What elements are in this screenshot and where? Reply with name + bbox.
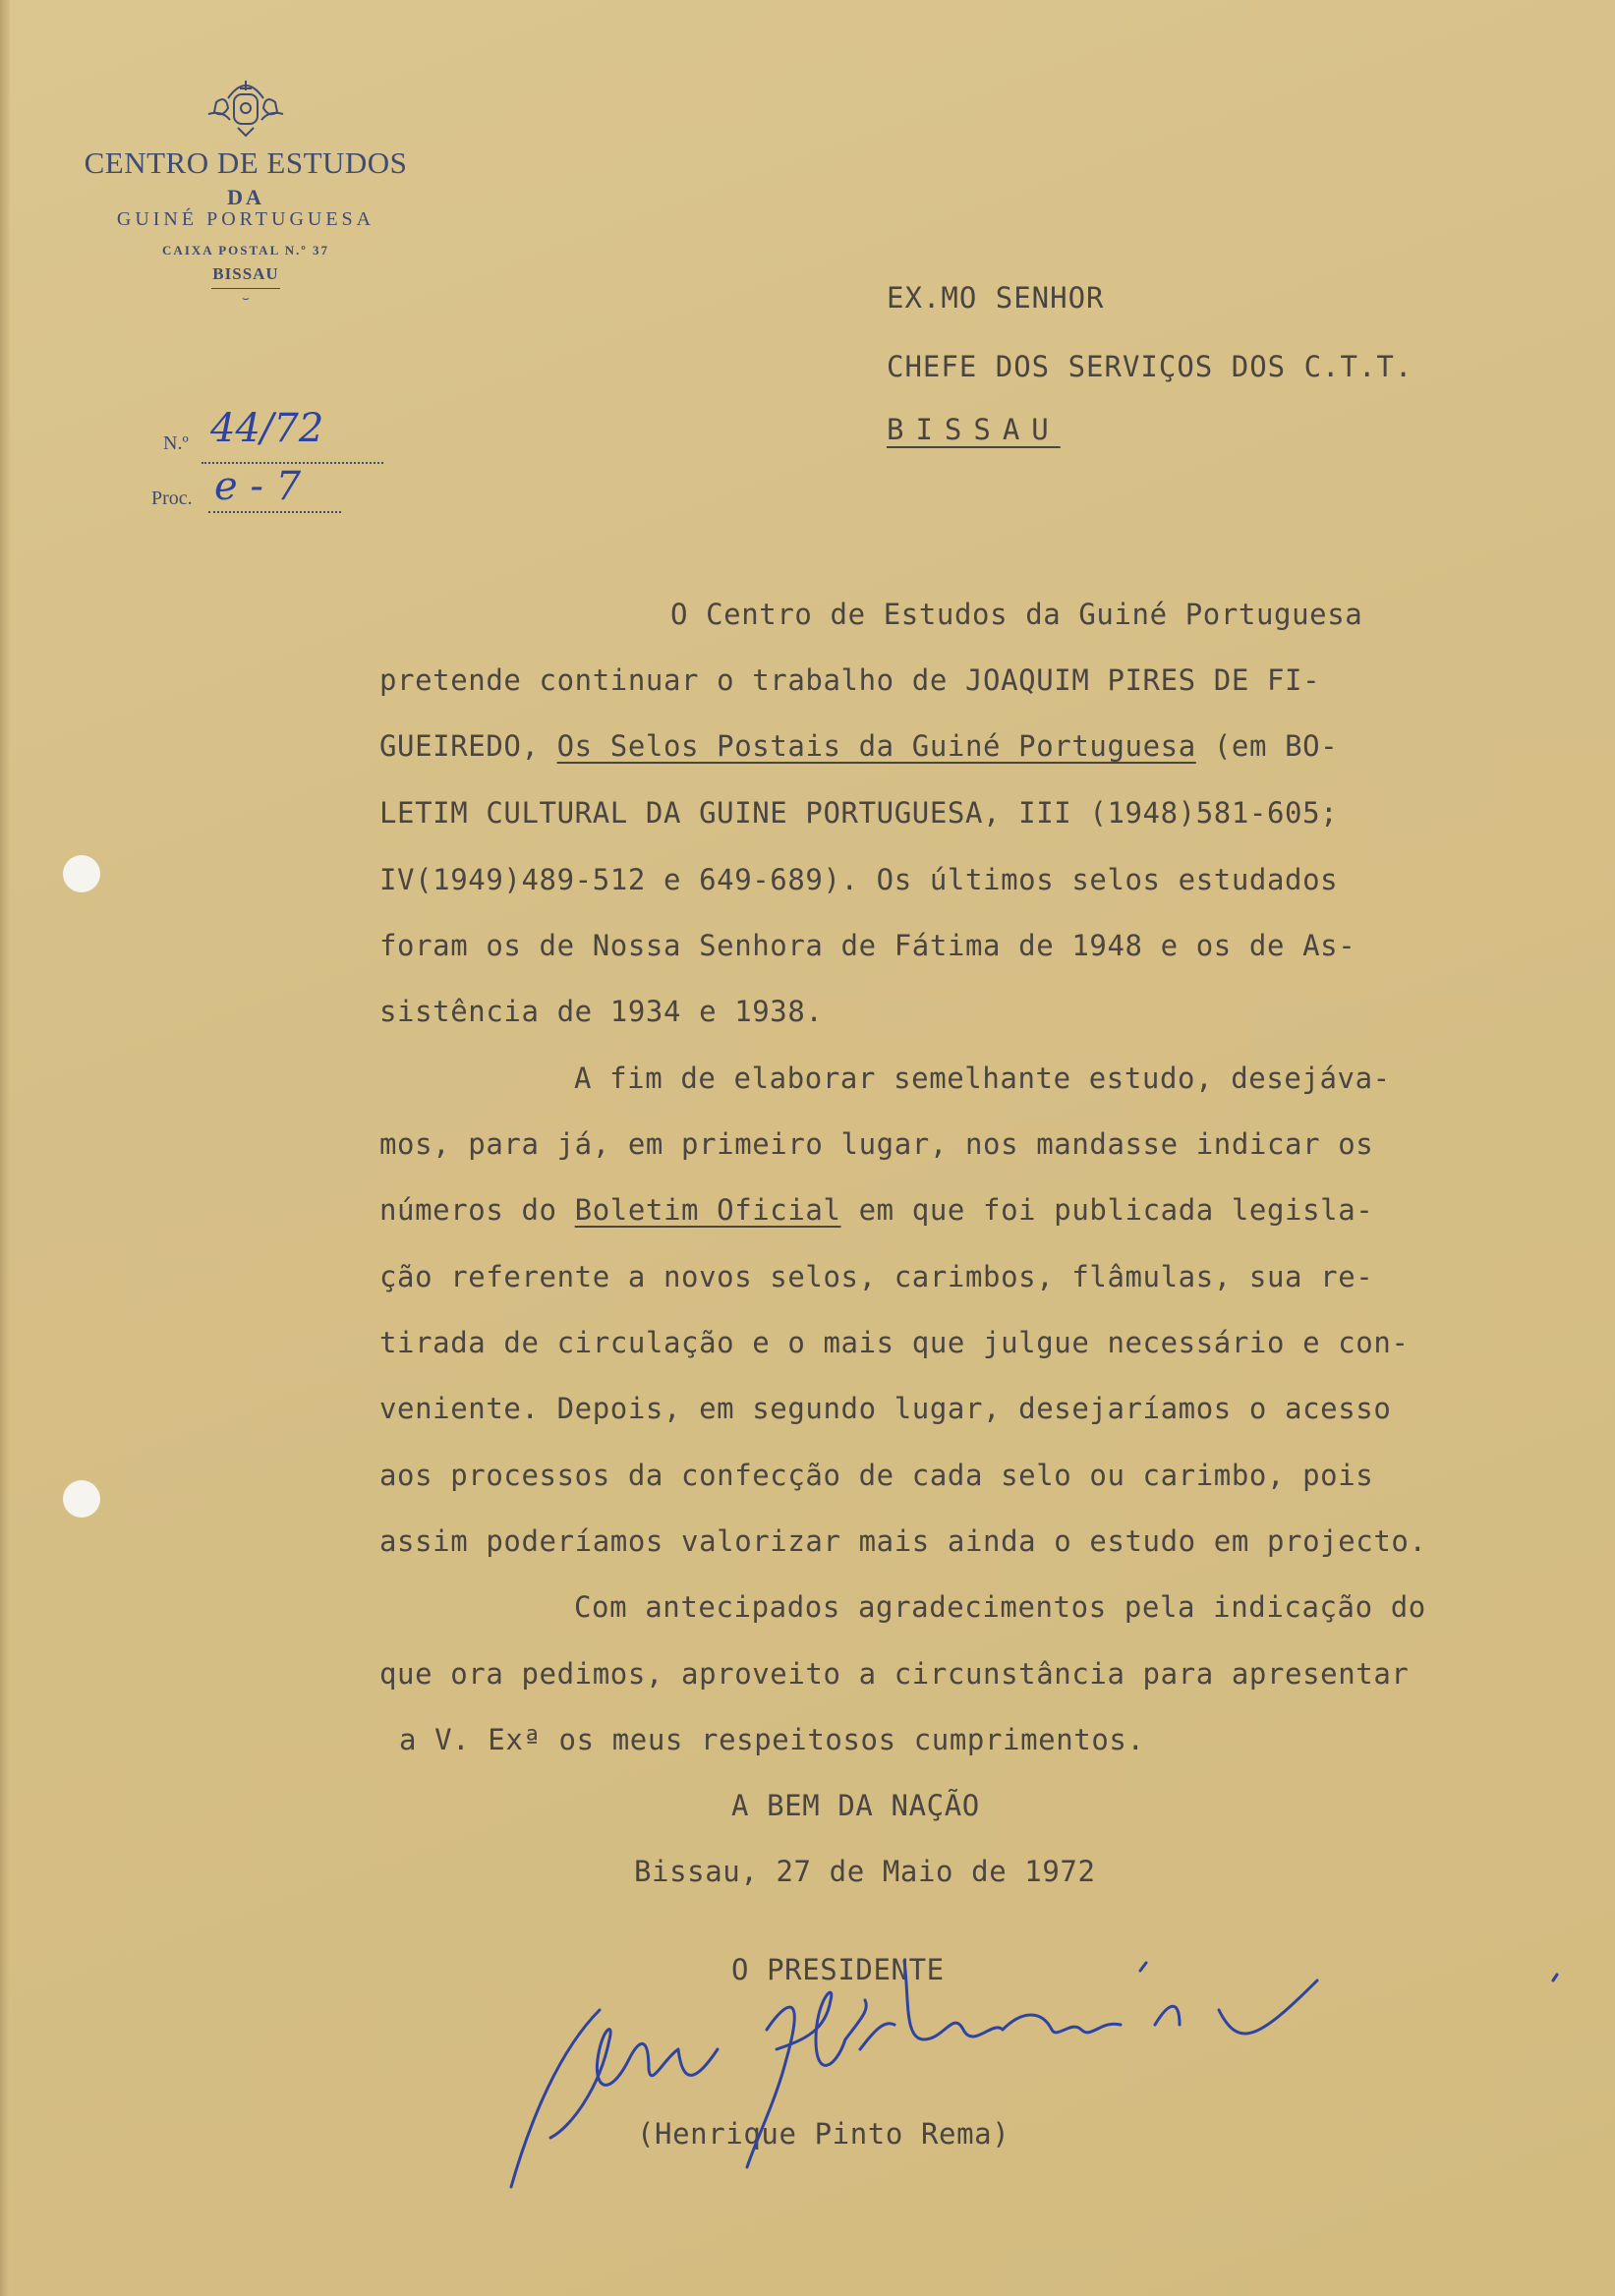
cited-publication-title: Boletim Oficial: [574, 1193, 841, 1227]
body-text: GUEIREDO,: [379, 729, 557, 763]
body-text: (em BO-: [1195, 729, 1339, 763]
punch-hole-bottom: [63, 1480, 100, 1518]
body-line: tirada de circulação e o mais que julgue necessário e con-: [379, 1326, 1410, 1359]
body-line: pretende continuar o trabalho de JOAQUIM PIRES DE FI-: [379, 663, 1321, 697]
body-line: O Centro de Estudos da Guiné Portuguesa: [670, 598, 1363, 631]
letterhead-city: BISSAU: [212, 264, 279, 283]
letterhead-rule: [211, 288, 280, 289]
body-line: LETIM CULTURAL DA GUINE PORTUGUESA, III (1948)581-605;: [379, 796, 1339, 830]
letterhead: [59, 69, 433, 306]
reference-number-label: N.º: [163, 432, 189, 454]
reference-proc-value: e - 7: [214, 464, 302, 509]
body-line: que ora pedimos, aproveito a circunstância para apresentar: [379, 1657, 1410, 1691]
paper-edge: [0, 0, 10, 2296]
letterhead-subtitle: GUINÉ PORTUGUESA: [116, 208, 375, 230]
handwritten-signature: [491, 1941, 1573, 2216]
reference-proc-dotline: [208, 511, 341, 513]
signatory-name: (Henrique Pinto Rema): [637, 2117, 1010, 2151]
addressee-salutation: EX.MO SENHOR: [887, 281, 1105, 315]
body-line: aos processos da confecção de cada selo ou carimbo, pois: [379, 1459, 1374, 1492]
body-line: IV(1949)489-512 e 649-689). Os últimos selos estudados: [379, 863, 1339, 896]
closing-motto: A BEM DA NAÇÃO: [731, 1789, 980, 1822]
body-line: a V. Exª os meus respeitosos cumprimentos.: [399, 1723, 1145, 1756]
cited-work-title: Os Selos Postais da Guiné Portuguesa: [556, 729, 1196, 763]
letterhead-postbox: CAIXA POSTAL N.º 37: [162, 243, 329, 258]
body-text: números do: [379, 1193, 575, 1227]
addressee-title: CHEFE DOS SERVIÇOS DOS C.T.T.: [887, 350, 1413, 383]
body-line: Com antecipados agradecimentos pela indicação do: [574, 1590, 1426, 1624]
letterhead-mark: ⌣: [242, 291, 250, 305]
signatory-title: O PRESIDENTE: [731, 1953, 945, 1986]
punch-hole-top: [63, 855, 100, 892]
coat-of-arms-icon: [199, 69, 293, 140]
body-line: foram os de Nossa Senhora de Fátima de 1948 e os de As-: [379, 929, 1356, 962]
body-line: ção referente a novos selos, carimbos, flâmulas, sua re-: [379, 1260, 1374, 1293]
body-line: [379, 1193, 1373, 1227]
closing-place-date: Bissau, 27 de Maio de 1972: [634, 1855, 1096, 1888]
reference-proc-label: Proc.: [151, 488, 193, 509]
body-line: mos, para já, em primeiro lugar, nos mandasse indicar os: [379, 1127, 1374, 1161]
body-line: assim poderíamos valorizar mais ainda o estudo em projecto.: [379, 1524, 1427, 1558]
body-line: A fim de elaborar semelhante estudo, desejáva-: [574, 1062, 1391, 1095]
letterhead-da: DA: [227, 185, 264, 209]
body-line: [379, 729, 1338, 763]
letterhead-title: CENTRO DE ESTUDOS: [84, 145, 408, 180]
body-line: veniente. Depois, em segundo lugar, desejaríamos o acesso: [379, 1392, 1392, 1425]
body-text: em que foi publicada legisla-: [840, 1193, 1374, 1227]
addressee-city: BISSAU: [887, 413, 1061, 446]
reference-number-value: 44/72: [210, 406, 324, 451]
body-line: sistência de 1934 e 1938.: [379, 995, 824, 1028]
